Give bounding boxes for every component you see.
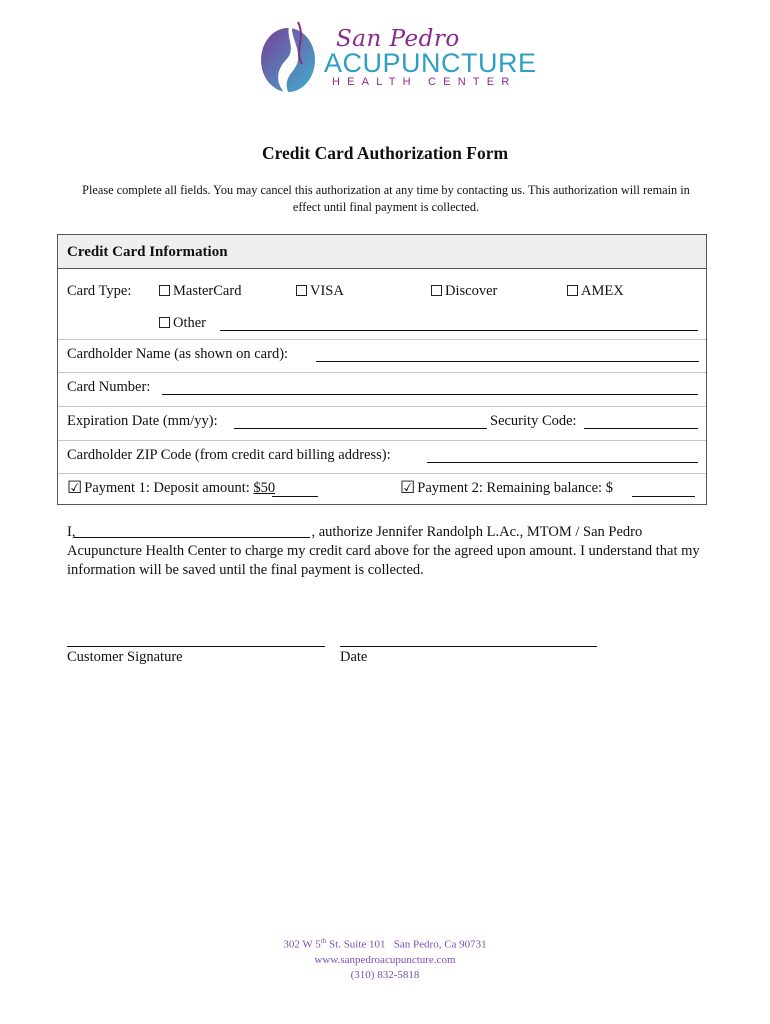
- auth-name-input-line[interactable]: [74, 537, 310, 538]
- card-type-label: Card Type:: [67, 283, 132, 299]
- checkbox-mastercard[interactable]: [159, 285, 170, 296]
- checkbox-visa[interactable]: [296, 285, 307, 296]
- amex-label: AMEX: [581, 283, 624, 299]
- logo-sub-text: HEALTH CENTER: [332, 76, 517, 88]
- payment2-input-line[interactable]: [632, 496, 695, 497]
- auth-body: , authorize Jennifer Randolph L.Ac., MTOM / San Pedro Acupuncture Health Center to charge my credit card above for the agreed upon amount. I understand that my information will be saved until the final payment is collected.: [67, 524, 700, 578]
- payment2-value: $: [605, 480, 613, 496]
- authorization-text: [67, 523, 707, 580]
- section-header: [58, 235, 706, 269]
- payment1-input-line[interactable]: [272, 496, 318, 497]
- card-type-discover[interactable]: [431, 283, 497, 300]
- footer-website[interactable]: www.sanpedroacupuncture.com: [314, 953, 456, 966]
- checkbox-amex[interactable]: [567, 285, 578, 296]
- address-sup: th: [320, 937, 327, 945]
- logo-emblem-icon: [258, 12, 330, 102]
- customer-signature-label: Customer Signature: [67, 649, 183, 665]
- cardholder-name-input-line[interactable]: [316, 361, 699, 362]
- discover-label: Discover: [445, 283, 498, 299]
- customer-signature-line[interactable]: [67, 646, 325, 647]
- checkbox-discover[interactable]: [431, 285, 442, 296]
- footer-phone: (310) 832-5818: [350, 968, 420, 981]
- payment2-label: Payment 2: Remaining balance:: [417, 480, 603, 496]
- section-header-text: Credit Card Information: [67, 244, 228, 260]
- divider: [58, 440, 706, 441]
- other-input-line[interactable]: [220, 330, 698, 331]
- expiration-input-line[interactable]: [234, 428, 487, 429]
- credit-card-info-section: [57, 234, 707, 505]
- payment1-value: $50: [253, 480, 276, 496]
- card-type-mastercard[interactable]: [159, 283, 241, 300]
- card-number-label: Card Number:: [67, 379, 151, 395]
- footer-address: [0, 934, 770, 953]
- logo: [258, 12, 537, 102]
- cardholder-name-label: Cardholder Name (as shown on card):: [67, 346, 289, 362]
- date-label: Date: [340, 649, 368, 665]
- address-start: 302 W 5: [283, 938, 321, 951]
- divider: [58, 406, 706, 407]
- expiration-label: Expiration Date (mm/yy):: [67, 413, 218, 429]
- checked-box-icon[interactable]: ☑: [67, 478, 83, 497]
- logo-script-text: San Pedro: [336, 26, 460, 52]
- mastercard-label: MasterCard: [173, 283, 242, 299]
- auth-prefix: I,: [67, 524, 76, 540]
- zip-label: Cardholder ZIP Code (from credit card billing address):: [67, 447, 391, 463]
- card-type-other[interactable]: [159, 315, 206, 332]
- zip-input-line[interactable]: [427, 462, 698, 463]
- card-type-amex[interactable]: [567, 283, 624, 300]
- security-code-label: Security Code:: [490, 413, 577, 429]
- checked-box-icon[interactable]: ☑: [400, 478, 416, 497]
- card-type-visa[interactable]: [296, 283, 344, 300]
- form-title: Credit Card Authorization Form: [261, 143, 509, 163]
- security-code-input-line[interactable]: [584, 428, 698, 429]
- other-label: Other: [173, 315, 207, 331]
- instructions-text: Please complete all fields. You may cancel this authorization at any time by contacting us. This authorization will remain in effect until final payment is collected.: [82, 183, 690, 214]
- divider: [58, 473, 706, 474]
- visa-label: VISA: [310, 283, 344, 299]
- card-number-input-line[interactable]: [162, 394, 698, 395]
- logo-main-text: ACUPUNCTURE: [324, 48, 537, 78]
- divider: [58, 372, 706, 373]
- footer: [0, 934, 770, 983]
- checkbox-other[interactable]: [159, 317, 170, 328]
- address-end: St. Suite 101 San Pedro, Ca 90731: [326, 938, 487, 951]
- payment1[interactable]: [67, 480, 275, 497]
- date-line[interactable]: [340, 646, 597, 647]
- payment1-label: Payment 1: Deposit amount:: [84, 480, 250, 496]
- payment2[interactable]: [400, 480, 613, 497]
- divider: [58, 339, 706, 340]
